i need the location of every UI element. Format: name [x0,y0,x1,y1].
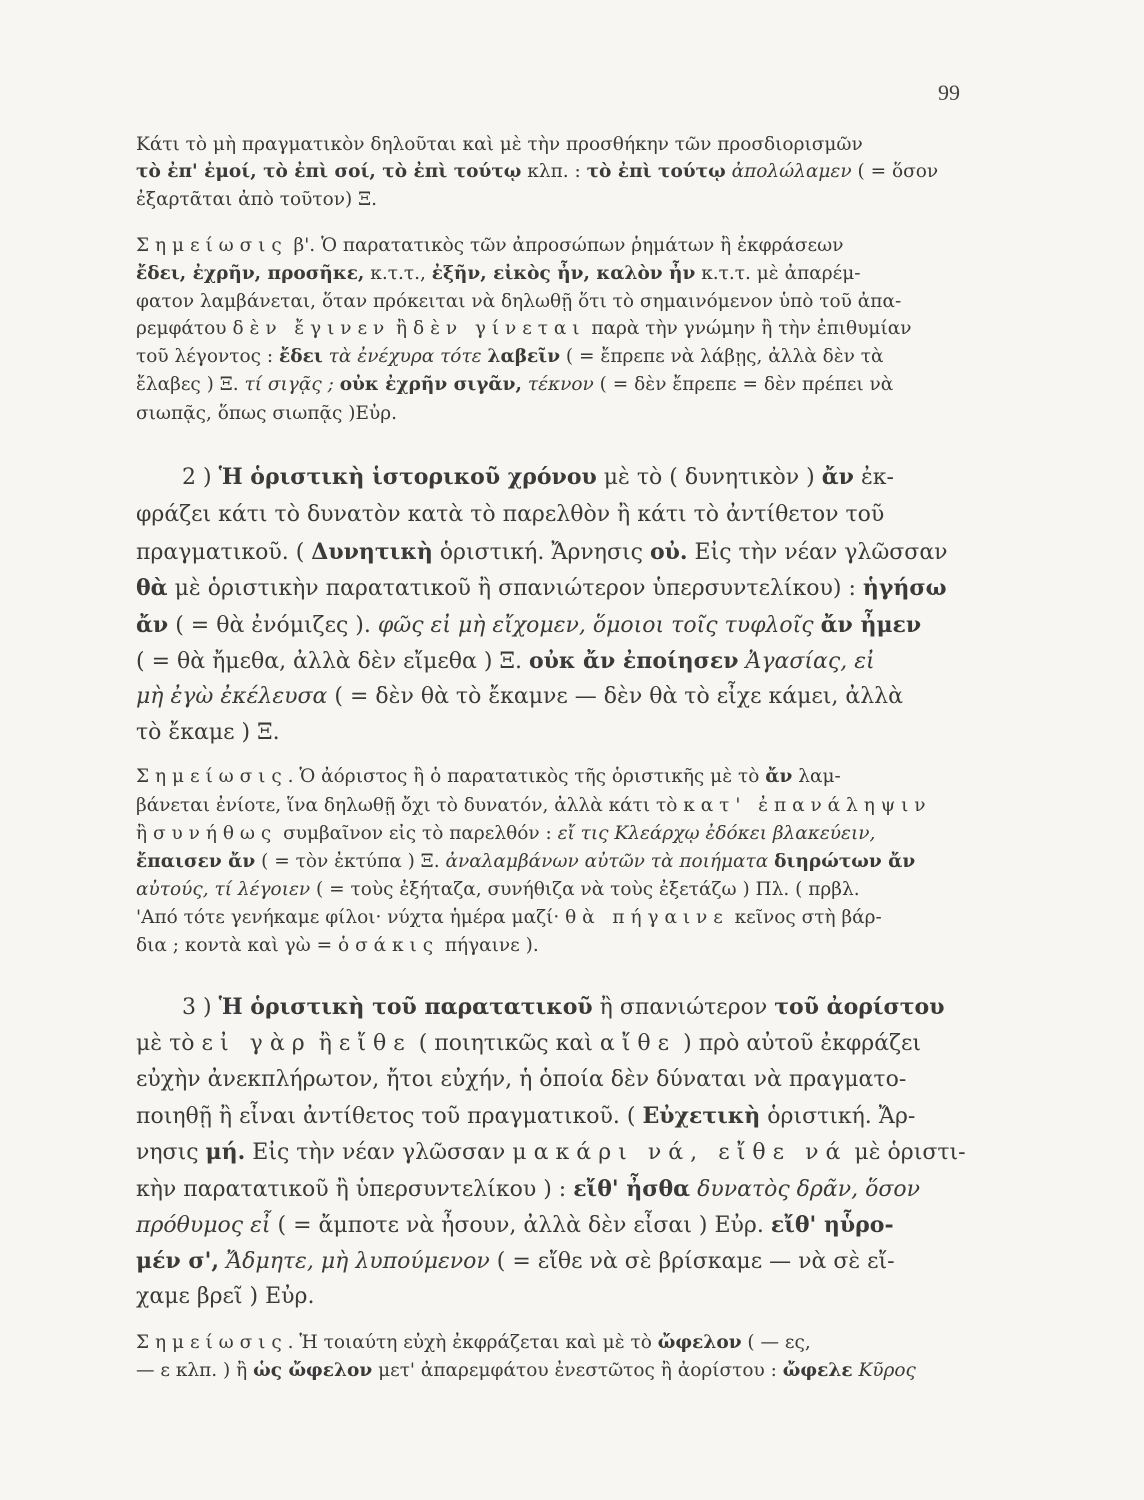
text-line: μὴ ἐγὼ ἐκέλευσα ( = δὲν θὰ τὸ ἔκαμνε — δὲν θὰ τὸ εἶχε κάμει, ἀλλὰ [136,684,903,709]
text-line: αὐτούς, τί λέγοιεν ( = τοὺς ἐξήταζα, συνήθιζα νὰ τοὺς ἐξετάζω ) Πλ. ( πρβλ. [136,879,860,900]
page-number: 99 [938,80,960,105]
text-line: νησις μή. Εἰς τὴν νέαν γλῶσσαν μακάρι νά, εἴθε νά μὲ ὁριστι- [136,1139,966,1165]
text-line: σιωπᾷς, ὅπως σιωπᾷς )Εὐρ. [136,403,397,424]
text-line: τοῦ λέγοντος : ἔδει τὰ ἐνέχυρα τότε λαβεῖν ( = ἔπρεπε νὰ λάβῃς, ἀλλὰ δὲν τὰ [136,346,884,367]
text-line: ἔδει, ἐχρῆν, προσῆκε, κ.τ.τ., ἐξῆν, εἰκὸς ἦν, καλὸν ἦν κ.τ.τ. μὲ ἀπαρέμ- [136,263,861,284]
text-line: ἄν ( = θὰ ἐνόμιζες ). φῶς εἰ μὴ εἴχομεν, ὅμοιοι τοῖς τυφλοῖς ἄν ἦμεν [136,612,922,638]
text-line: χαμε βρεῖ ) Εὐρ. [136,1284,315,1309]
text-line: ποιηθῇ ἢ εἶναι ἀντίθετος τοῦ πραγματικοῦ. ( Εὐχετικὴ ὁριστική. Ἄρ- [136,1103,916,1129]
text-line: φατον λαμβάνεται, ὅταν πρόκειται νὰ δηλωθῇ ὅτι τὸ σημαινόμενον ὑπὸ τοῦ ἀπα- [136,291,902,312]
text-line: — ε κλπ. ) ἢ ὡς ὤφελον μετ' ἀπαρεμφάτου ἐνεστῶτος ἢ ἀορίστου : ὤφελε Κῦρος [136,1360,916,1381]
text-line: 3 ) Ἡ ὁριστικὴ τοῦ παρατατικοῦ ἢ σπανιώτερον τοῦ ἀορίστου [182,994,945,1020]
text-line: μέν σ', Ἄδμητε, μὴ λυπούμενον ( = εἴθε νὰ σὲ βρίσκαμε — νὰ σὲ εἴ- [136,1248,895,1274]
text-line: τὸ ἔκαμε ) Ξ. [136,720,280,745]
text-line: εὐχὴν ἀνεκπλήρωτον, ἤτοι εὐχήν, ἡ ὁποία δὲν δύναται νὰ πραγματο- [136,1067,907,1092]
text-line: πρόθυμος εἶ ( = ἄμποτε νὰ ἦσουν, ἀλλὰ δὲν εἶσαι ) Εὐρ. εἴθ' ηὗρο- [136,1212,894,1238]
text-line: ἔλαβες ) Ξ. τί σιγᾷς ; οὐκ ἐχρῆν σιγᾶν, τέκνον ( = δὲν ἔπρεπε = δὲν πρέπει νὰ [136,374,894,395]
text-line: πραγματικοῦ. ( Δυνητικὴ ὁριστική. Ἄρνησις οὐ. Εἰς τὴν νέαν γλῶσσαν [136,539,948,565]
text-line: μὲ τὸ εἰ γὰρ ἢ εἴθε ( ποιητικῶς καὶ αἴθε ) πρὸ αὐτοῦ ἐκφράζει [136,1031,922,1056]
text-line: Σημείωσις. Ὁ ἀόριστος ἢ ὁ παρατατικὸς τῆς ὁριστικῆς μὲ τὸ ἄν λαμ- [136,766,841,787]
text-line: θὰ μὲ ὁριστικὴν παρατατικοῦ ἢ σπανιώτερον ὑπερσυντελίκου) : ἡγήσω [136,575,947,601]
text-line: Κάτι τὸ μὴ πραγματικὸν δηλοῦται καὶ μὲ τὴν προσθήκην τῶν προσδιορισμῶν [136,134,863,155]
text-line: Σημείωσις. Ἡ τοιαύτη εὐχὴ ἐκφράζεται καὶ μὲ τὸ ὤφελον ( — ες, [136,1332,811,1353]
text-line: δια ; κοντὰ καὶ γὼ = ὁσάκις πήγαινε ). [136,935,539,956]
text-line: 'Από τότε γενήκαμε φίλοι· νύχτα ἡμέρα μαζί· θὰ πήγαινε κεῖνος στὴ βάρ- [136,907,882,928]
text-line: βάνεται ἐνίοτε, ἵνα δηλωθῇ ὄχι τὸ δυνατόν, ἀλλὰ κάτι τὸ κατ' ἐπανάληψιν [136,795,932,816]
text-line: κὴν παρατατικοῦ ἢ ὑπερσυντελίκου ) : εἴθ' ἦσθα δυνατὸς δρᾶν, ὅσον [136,1176,920,1202]
text-line: ( = θὰ ἤμεθα, ἀλλὰ δὲν εἴμεθα ) Ξ. οὐκ ἄν ἐποίησεν Ἀγασίας, εἰ [136,648,875,674]
text-line: φράζει κάτι τὸ δυνατὸν κατὰ τὸ παρελθὸν ἢ κάτι τὸ ἀντίθετον τοῦ [136,502,885,527]
text-line: τὸ ἐπ' ἐμοί, τὸ ἐπὶ σοί, τὸ ἐπὶ τούτῳ κλπ. : τὸ ἐπὶ τούτῳ ἀπολώλαμεν ( = ὅσον [136,161,939,182]
text-line: 2 ) Ἡ ὁριστικὴ ἱστορικοῦ χρόνου μὲ τὸ ( δυνητικὸν ) ἄν ἐκ- [182,464,894,490]
text-line: Σημείωσις β'. Ὁ παρατατικὸς τῶν ἀπροσώπων ῥημάτων ἢ ἐκφράσεων [136,235,844,256]
text-line: ρεμφάτου δὲν ἔγινεν ἢ δὲν γίνεται παρὰ τὴν γνώμην ἢ τὴν ἐπιθυμίαν [136,318,912,339]
text-line: ἢ συνήθως συμβαῖνον εἰς τὸ παρελθόν : εἴ τις Κλεάρχῳ ἐδόκει βλακεύειν, [136,823,876,844]
text-line: ἔπαισεν ἄν ( = τὸν ἐκτύπα ) Ξ. ἀναλαμβάνων αὐτῶν τὰ ποιήματα διηρώτων ἄν [136,851,916,872]
text-line: ἐξαρτᾶται ἀπὸ τοῦτον) Ξ. [136,189,377,210]
